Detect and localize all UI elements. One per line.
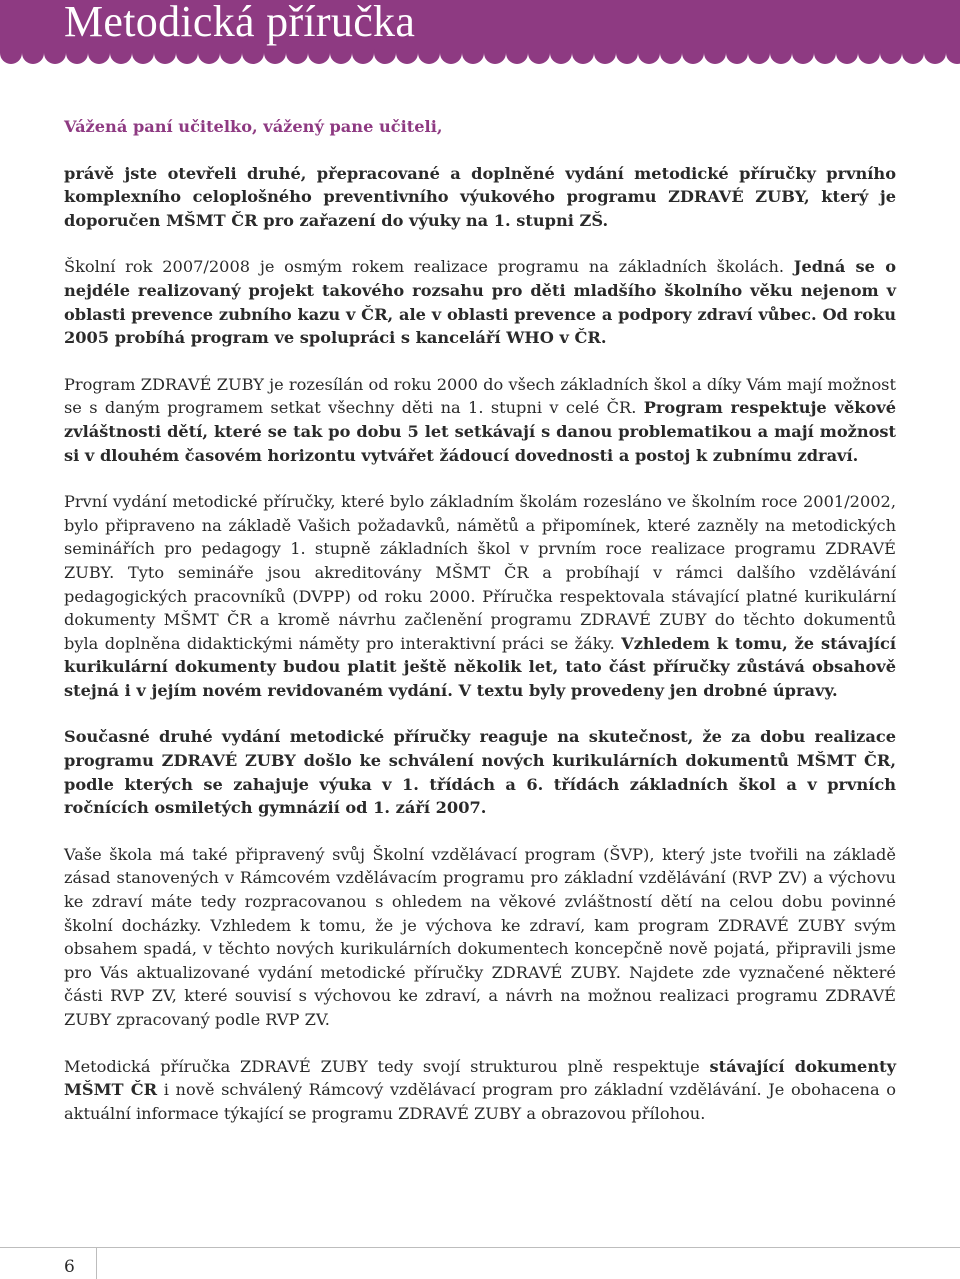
paragraph bbox=[64, 490, 896, 702]
paragraph bbox=[64, 255, 896, 349]
bold-text: právě jste otevřeli druhé, přepracované a doplněné vydání metodické příručky prvního komplexního celoplošného preventivního výukového programu ZDRAVÉ ZUBY, který je doporučen MŠMT ČR pro zařazení do výuky na 1. stupni ZŠ. bbox=[64, 163, 896, 230]
footer-rule bbox=[0, 1247, 960, 1248]
text: Program ZDRAVÉ ZUBY je rozesílán od roku 2000 do všech základních škol a díky Vám mají možnost se s daným programem setkat všechny děti na 1. stupni v celé ČR. bbox=[64, 374, 896, 418]
text: První vydání metodické příručky, které bylo základním školám rozesláno ve školním roce 2001/2002, bylo připraveno na základě Vašich požadavků, námětů a připomínek, které zazněly na metodických seminářích pro pedagogy 1. stupně základních škol v prvním roce realizace programu ZDRAVÉ ZUBY. Tyto semináře jsou akreditovány MŠMT ČR a probíhají v rámci dalšího vzdělávání pedagogických pracovníků (DVPP) od roku 2000. Příručka respektovala stávající platné kurikulární dokumenty MŠMT ČR a kromě návrhu začlenění programu ZDRAVÉ ZUBY do těchto dokumentů byla doplněna didaktickými náměty pro interaktivní práci se žáky. bbox=[64, 492, 896, 653]
scalloped-border bbox=[0, 48, 960, 70]
paragraph bbox=[64, 373, 896, 467]
text: Školní rok 2007/2008 je osmým rokem realizace programu na základních školách. bbox=[64, 257, 794, 277]
paragraph bbox=[64, 843, 896, 1032]
text: i nově schválený Rámcový vzdělávací program pro základní vzdělávání. Je obohacena o aktuální informace týkající se programu ZDRAVÉ ZUBY a obrazovou přílohou. bbox=[64, 1080, 897, 1123]
paragraph bbox=[64, 1055, 896, 1126]
text: Metodická příručka ZDRAVÉ ZUBY tedy svojí strukturou plně respektuje bbox=[64, 1056, 710, 1076]
greeting: Vážená paní učitelko, vážený pane učiteli, bbox=[64, 117, 443, 136]
page-number: 6 bbox=[64, 1257, 75, 1277]
article-body bbox=[64, 115, 896, 1148]
bold-text: Jedná se o nejdéle realizovaný projekt takového rozsahu pro děti mladšího školního věku nejenom v oblasti prevence zubního kazu v ČR, ale v oblasti prevence a podpory zdraví vůbec. Od roku 2005 probíhá program ve spolupráci s kanceláří WHO v ČR. bbox=[64, 257, 897, 348]
bold-text: Současné druhé vydání metodické příručky reaguje na skutečnost, že za dobu realizace programu ZDRAVÉ ZUBY došlo ke schválení nových kurikulárních dokumentů MŠMT ČR, podle kterých se zahajuje výuka v 1. třídách a 6. třídách základních škol a v prvních ročnících osmiletých gymnázií od 1. září 2007. bbox=[64, 727, 896, 818]
text: Vaše škola má také připravený svůj Školní vzdělávací program (ŠVP), který jste tvořili na základě zásad stanovených v Rámcovém vzdělávacím programu pro základní vzdělávání (RVP ZV) a výchovu ke zdraví máte tedy rozpracovanou s ohledem na věkové zvláštností dětí na celou dobu povinné školní docházky. Vzhledem k tomu, že je výchova ke zdraví, kam program ZDRAVÉ ZUBY svým obsahem spadá, v těchto nových kurikulárních dokumentech koncepčně nově pojatá, připravili jsme pro Vás aktualizované vydání metodické příručky ZDRAVÉ ZUBY. Najdete zde vyznačené některé části RVP ZV, které souvisí s výchovou ke zdraví, a návrh na možnou realizaci programu ZDRAVÉ ZUBY zpracovaný podle RVP ZV. bbox=[64, 844, 896, 1029]
bold-text: Program respektuje věkové zvláštnosti dětí, které se tak po dobu 5 let setkávají s danou problematikou a mají možnost si v dlouhém časovém horizontu vytvářet žádoucí dovednosti a postoj k zubnímu zdraví. bbox=[64, 398, 896, 465]
footer-tick bbox=[96, 1247, 97, 1279]
header-bar bbox=[0, 0, 960, 52]
bold-text: stávající dokumenty MŠMT ČR bbox=[64, 1056, 896, 1100]
paragraph bbox=[64, 725, 896, 819]
paragraph bbox=[64, 162, 896, 233]
bold-text: Vzhledem k tomu, že stávající kurikulární dokumenty budou platit ještě několik let, tato část příručky zůstává obsahově stejná i v jejím novém revidovaném vydání. V textu byly provedeny jen drobné úpravy. bbox=[64, 633, 896, 700]
paragraphs bbox=[64, 162, 896, 1126]
page-title: Metodická příručka bbox=[64, 0, 416, 46]
